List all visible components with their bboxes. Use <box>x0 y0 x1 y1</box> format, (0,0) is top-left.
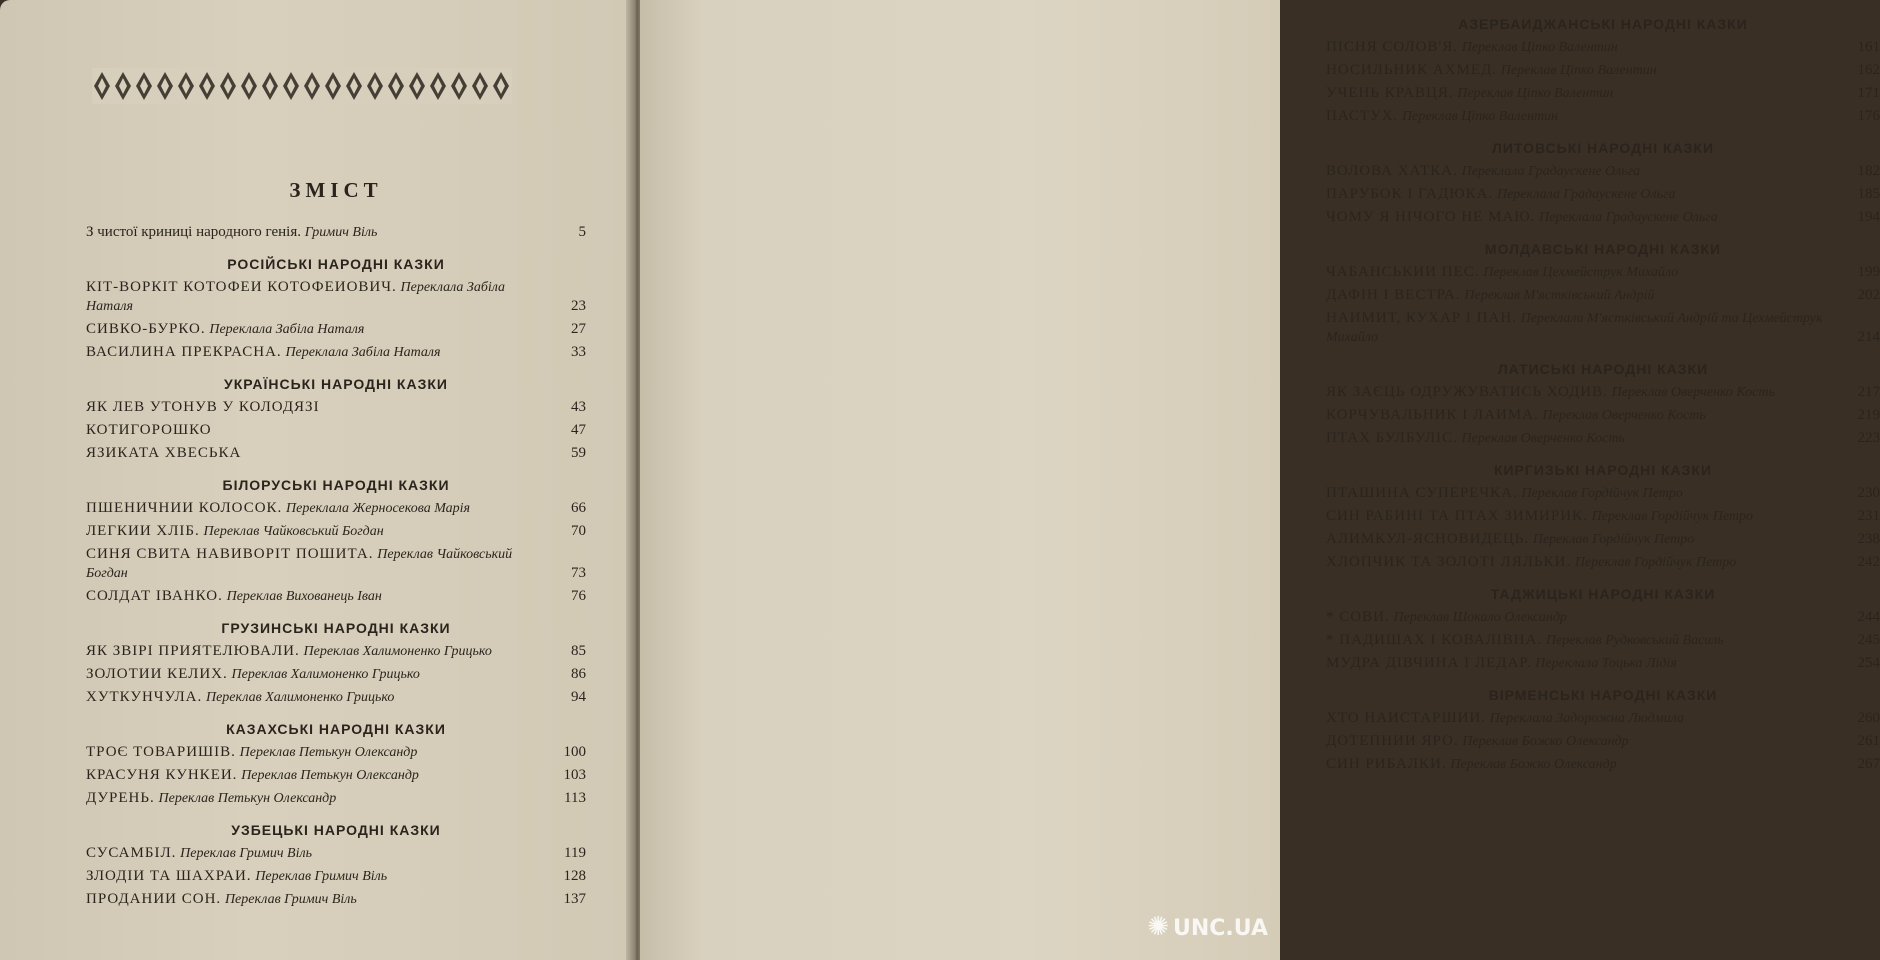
toc-entry <box>86 867 586 886</box>
toc-entry <box>1326 263 1880 282</box>
entry-page-number: 185 <box>1857 186 1880 202</box>
entry-translator: Переклала Забіла Наталя <box>285 345 441 360</box>
entry-title: ЯК ЗАЄЦЬ ОДРУЖУВАТИСЬ ХОДИВ. <box>1326 384 1608 400</box>
entry-title: ЧОМУ Я НІЧОГО НЕ МАЮ. <box>1326 209 1536 225</box>
entry-title: ЗОЛОТИИ КЕЛИХ. <box>86 666 228 682</box>
entry-page-number: 194 <box>1857 209 1880 225</box>
entry-translator: Переклав Божко Олександр <box>1462 734 1629 749</box>
toc-section <box>1326 462 1880 572</box>
entry-page-number: 202 <box>1857 287 1880 303</box>
entry-page-number: 94 <box>571 689 586 705</box>
toc-entry <box>86 688 586 707</box>
entry-page-number: 113 <box>564 790 586 806</box>
entry-translator: Переклав Гордійчук Петро <box>1532 532 1695 547</box>
entry-title: ХТО НАИСТАРШИИ. <box>1326 710 1487 726</box>
section-title: АЗЕРБАИДЖАНСЬКІ НАРОДНІ КАЗКИ <box>1458 16 1748 32</box>
toc-entry <box>1326 162 1880 181</box>
entry-page-number: 171 <box>1857 85 1880 101</box>
toc-section <box>1326 16 1880 126</box>
entry-page-number: 231 <box>1857 508 1880 524</box>
toc-entry <box>86 421 586 440</box>
entry-title: ХЛОПЧИК ТА ЗОЛОТІ ЛЯЛЬКИ. <box>1326 554 1572 570</box>
section-title: БІЛОРУСЬКІ НАРОДНІ КАЗКИ <box>222 477 450 493</box>
entry-translator: Переклав Шокало Олександр <box>1393 610 1567 625</box>
entry-page-number: 128 <box>563 868 586 884</box>
toc-entry <box>1326 755 1880 774</box>
entry-title: ЯЗИКАТА ХВЕСЬКА <box>86 445 242 461</box>
entry-title: НОСИЛЬНИК АХМЕД. <box>1326 62 1498 78</box>
toc-heading: ЗМІСТ <box>289 178 383 202</box>
entry-title: СИВКО-БУРКО. <box>86 321 206 337</box>
right-sections <box>1326 16 1880 774</box>
toc-entry <box>1326 608 1880 627</box>
entry-title: СИН РАБИНІ ТА ПТАХ ЗИМИРИК. <box>1326 508 1588 524</box>
entry-translator: Переклав Халимоненко Грицько <box>231 667 420 682</box>
entry-translator: Переклала Жерносекова Марія <box>286 501 471 516</box>
entry-page-number: 33 <box>571 344 586 360</box>
toc-entry <box>86 844 586 863</box>
intro-entry <box>86 223 586 242</box>
entry-translator: Переклав Гримич Віль <box>255 869 388 884</box>
entry-translator: Переклав Ціпко Валентин <box>1457 86 1614 101</box>
entry-page-number: 219 <box>1857 407 1880 423</box>
entry-page-number: 73 <box>571 565 586 581</box>
toc-right-column <box>1326 16 1880 788</box>
entry-translator: Переклала Градаускене Ольга <box>1461 164 1641 179</box>
entry-translator: Переклав Оверченко Кость <box>1611 385 1775 400</box>
entry-translator: Переклав Ціпко Валентин <box>1402 109 1559 124</box>
entry-translator: Переклав Петькун Олександр <box>241 768 419 783</box>
toc-entry <box>86 642 586 661</box>
entry-page-number: 199 <box>1857 264 1880 280</box>
toc-left-column <box>86 178 586 923</box>
entry-title: ЧАБАНСЬКИИ ПЕС. <box>1326 264 1480 280</box>
toc-section <box>86 620 586 707</box>
entry-title: * ПАДИШАХ І КОВАЛІВНА. <box>1326 632 1543 648</box>
entry-title: ПТАХ БУЛБУЛІС. <box>1326 430 1458 446</box>
entry-title: ДУРЕНЬ. <box>86 790 155 806</box>
toc-section <box>1326 687 1880 774</box>
entry-page-number: 86 <box>571 666 586 682</box>
entry-title: ВОЛОВА ХАТКА. <box>1326 163 1458 179</box>
entry-page-number: 70 <box>571 523 586 539</box>
entry-title: ЯК ЗВІРІ ПРИЯТЕЛЮВАЛИ. <box>86 643 300 659</box>
entry-translator: Переклали М'ястківський Андрій та Цехмейструк Михайло <box>1326 311 1823 345</box>
entry-translator: Переклав Ціпко Валентин <box>1461 40 1618 55</box>
entry-page-number: 43 <box>571 399 586 415</box>
section-title: КИРГИЗЬКІ НАРОДНІ КАЗКИ <box>1493 462 1713 478</box>
entry-translator: Переклав Ціпко Валентин <box>1500 63 1657 78</box>
entry-translator: Переклав Халимоненко Грицько <box>303 644 492 659</box>
entry-title: ПАРУБОК І ГАДЮКА. <box>1326 186 1494 202</box>
entry-title: КОТИГОРОШКО <box>86 422 212 438</box>
decorative-ornament <box>92 68 512 104</box>
entry-page-number: 162 <box>1857 62 1880 78</box>
entry-translator: Переклав Петькун Олександр <box>239 745 418 760</box>
entry-title: АЛИМКУЛ-ЯСНОВИДЕЦЬ. <box>1326 531 1530 547</box>
entry-title: ВАСИЛИНА ПРЕКРАСНА. <box>86 344 282 360</box>
toc-section <box>86 376 586 463</box>
entry-title: ЗЛОДІИ ТА ШАХРАИ. <box>86 868 252 884</box>
toc-entry <box>86 522 586 541</box>
toc-section <box>86 256 586 362</box>
entry-translator: Переклав Оверченко Кость <box>1542 408 1706 423</box>
entry-translator: Переклав Гримич Віль <box>180 846 312 861</box>
entry-page-number: 260 <box>1857 710 1880 726</box>
entry-translator: Переклав Рудковський Василь <box>1545 633 1724 648</box>
entry-title: ДОТЕПНИИ ЯРО. <box>1326 733 1459 749</box>
section-title: ТАДЖИЦЬКІ НАРОДНІ КАЗКИ <box>1490 586 1716 602</box>
section-title: УЗБЕЦЬКІ НАРОДНІ КАЗКИ <box>231 822 441 838</box>
entry-title: НАИМИТ, КУХАР І ПАН. <box>1326 310 1517 326</box>
toc-entry <box>86 743 586 762</box>
entry-page-number: 254 <box>1857 655 1880 671</box>
toc-entry <box>1326 429 1880 448</box>
entry-page-number: 23 <box>571 298 586 314</box>
entry-translator: Переклала Забіла Наталя <box>86 280 506 314</box>
section-title: КАЗАХСЬКІ НАРОДНІ КАЗКИ <box>226 721 446 737</box>
entry-translator: Переклав Чайковський Богдан <box>86 547 513 581</box>
toc-entry <box>86 320 586 339</box>
toc-section <box>86 477 586 606</box>
watermark-text: UNC.UA <box>1173 916 1268 941</box>
toc-entry <box>86 587 586 606</box>
entry-page-number: 182 <box>1857 163 1880 179</box>
toc-entry <box>1326 709 1880 728</box>
toc-entry <box>1326 61 1880 80</box>
entry-page-number: 85 <box>571 643 586 659</box>
entry-translator: Переклала Градаускене Ольга <box>1496 187 1676 202</box>
entry-title: СИНЯ СВИТА НАВИВОРІТ ПОШИТА. <box>86 546 374 562</box>
entry-page-number: 261 <box>1857 733 1880 749</box>
toc-entry <box>86 278 586 316</box>
entry-title: * СОВИ. <box>1326 609 1390 625</box>
entry-title: УЧЕНЬ КРАВЦЯ. <box>1326 85 1454 101</box>
entry-translator: Переклала Задорожна Людмила <box>1489 711 1684 726</box>
entry-page-number: 47 <box>571 422 586 438</box>
toc-entry <box>1326 38 1880 57</box>
toc-entry <box>86 343 586 362</box>
entry-translator: Переклала Тоцька Лідія <box>1535 656 1677 671</box>
toc-section <box>86 822 586 909</box>
toc-section <box>1326 586 1880 673</box>
section-title: ЛАТИСЬКІ НАРОДНІ КАЗКИ <box>1497 361 1709 377</box>
toc-entry <box>86 665 586 684</box>
entry-page-number: 161 <box>1857 39 1880 55</box>
toc-entry <box>86 444 586 463</box>
entry-title: КІТ-ВОРКІТ КОТОФЕИ КОТОФЕИОВИЧ. <box>86 279 397 295</box>
entry-page-number: 230 <box>1857 485 1880 501</box>
toc-entry <box>86 890 586 909</box>
toc-entry <box>1326 185 1880 204</box>
entry-translator: Переклав Вихованець Іван <box>226 589 382 604</box>
entry-page-number: 223 <box>1857 430 1880 446</box>
entry-page-number: 76 <box>571 588 586 604</box>
watermark-mark-icon: ✺ <box>1147 912 1169 942</box>
entry-page-number: 100 <box>563 744 586 760</box>
entry-page-number: 59 <box>571 445 586 461</box>
entry-translator: Переклав Гордійчук Петро <box>1521 486 1683 501</box>
entry-translator: Гримич Віль <box>304 225 378 240</box>
entry-page-number: 217 <box>1857 384 1880 400</box>
entry-translator: Переклала Забіла Наталя <box>209 322 365 337</box>
entry-page-number: 119 <box>564 845 586 861</box>
section-title: УКРАЇНСЬКІ НАРОДНІ КАЗКИ <box>224 376 448 392</box>
entry-translator: Переклав Халимоненко Грицько <box>205 690 395 705</box>
section-title: ВІРМЕНСЬКІ НАРОДНІ КАЗКИ <box>1488 687 1718 703</box>
left-sections <box>86 256 586 909</box>
toc-entry <box>1326 406 1880 425</box>
entry-title: СИН РИБАЛКИ. <box>1326 756 1447 772</box>
entry-title: КОРЧУВАЛЬНИК І ЛАИМА. <box>1326 407 1539 423</box>
entry-title: МУДРА ДІВЧИНА І ЛЕДАР. <box>1326 655 1532 671</box>
entry-page-number: 267 <box>1857 756 1880 772</box>
entry-title: ЛЕГКИИ ХЛІБ. <box>86 523 200 539</box>
entry-title: СОЛДАТ ІВАНКО. <box>86 588 223 604</box>
section-title: МОЛДАВСЬКІ НАРОДНІ КАЗКИ <box>1484 241 1722 257</box>
entry-translator: Переклав М'ястківський Андрій <box>1464 288 1655 303</box>
entry-title: ЯК ЛЕВ УТОНУВ У КОЛОДЯЗІ <box>86 399 320 415</box>
toc-entry <box>86 789 586 808</box>
toc-entry <box>1326 654 1880 673</box>
entry-page-number: 176 <box>1857 108 1880 124</box>
entry-title: ПІСНЯ СОЛОВ'Я. <box>1326 39 1458 55</box>
entry-page-number: 5 <box>578 224 586 240</box>
toc-entry <box>1326 208 1880 227</box>
entry-title: ПШЕНИЧНИИ КОЛОСОК. <box>86 500 283 516</box>
toc-entry <box>1326 309 1880 347</box>
entry-translator: Переклала Градаускене Ольга <box>1539 210 1718 225</box>
entry-translator: Переклав Гримич Віль <box>224 892 357 907</box>
entry-title: ПРОДАНИИ СОН. <box>86 891 222 907</box>
entry-title: З чистої криниці народного генія. <box>86 224 301 240</box>
entry-page-number: 245 <box>1857 632 1880 648</box>
entry-page-number: 214 <box>1857 329 1880 345</box>
toc-section <box>1326 241 1880 347</box>
toc-entry <box>1326 631 1880 650</box>
toc-section <box>1326 361 1880 448</box>
toc-entry <box>1326 286 1880 305</box>
toc-entry <box>86 545 586 583</box>
entry-translator: Переклав Чайковський Богдан <box>203 524 384 539</box>
entry-page-number: 238 <box>1857 531 1880 547</box>
entry-page-number: 242 <box>1857 554 1880 570</box>
entry-page-number: 244 <box>1857 609 1880 625</box>
entry-translator: Переклав Оверченко Кость <box>1461 431 1625 446</box>
entry-title: СУСАМБІЛ. <box>86 845 177 861</box>
section-title: ГРУЗИНСЬКІ НАРОДНІ КАЗКИ <box>221 620 451 636</box>
toc-section <box>86 721 586 808</box>
toc-entry <box>1326 507 1880 526</box>
right-page <box>640 0 1880 960</box>
entry-translator: Переклав Гордійчук Петро <box>1591 509 1753 524</box>
entry-translator: Переклав Божко Олександр <box>1450 757 1617 772</box>
toc-section <box>1326 140 1880 227</box>
entry-translator: Переклав Петькун Олександр <box>158 791 337 806</box>
toc-entry <box>1326 484 1880 503</box>
toc-entry <box>1326 530 1880 549</box>
entry-title: ДАФІН І ВЕСТРА. <box>1326 287 1461 303</box>
toc-entry <box>1326 84 1880 103</box>
left-page <box>0 0 632 960</box>
section-title: РОСІЙСЬКІ НАРОДНІ КАЗКИ <box>227 256 445 272</box>
entry-title: ТРОЄ ТОВАРИШІВ. <box>86 744 236 760</box>
watermark <box>1147 912 1268 942</box>
entry-title: ПАСТУХ. <box>1326 108 1399 124</box>
section-title: ЛИТОВСЬКІ НАРОДНІ КАЗКИ <box>1491 140 1715 156</box>
toc-entry <box>1326 553 1880 572</box>
entry-page-number: 137 <box>563 891 586 907</box>
entry-page-number: 27 <box>571 321 586 337</box>
entry-title: КРАСУНЯ КУНКЕИ. <box>86 767 238 783</box>
toc-entry <box>86 499 586 518</box>
toc-entry <box>86 398 586 417</box>
entry-title: ХУТКУНЧУЛА. <box>86 689 203 705</box>
entry-page-number: 66 <box>571 500 586 516</box>
entry-page-number: 103 <box>563 767 586 783</box>
toc-entry <box>1326 732 1880 751</box>
entry-translator: Переклав Цехмейструк Михайло <box>1483 265 1679 280</box>
toc-entry <box>1326 383 1880 402</box>
toc-entry <box>1326 107 1880 126</box>
entry-translator: Переклав Гордійчук Петро <box>1574 555 1737 570</box>
toc-entry <box>86 766 586 785</box>
entry-title: ПТАШИНА СУПЕРЕЧКА. <box>1326 485 1518 501</box>
